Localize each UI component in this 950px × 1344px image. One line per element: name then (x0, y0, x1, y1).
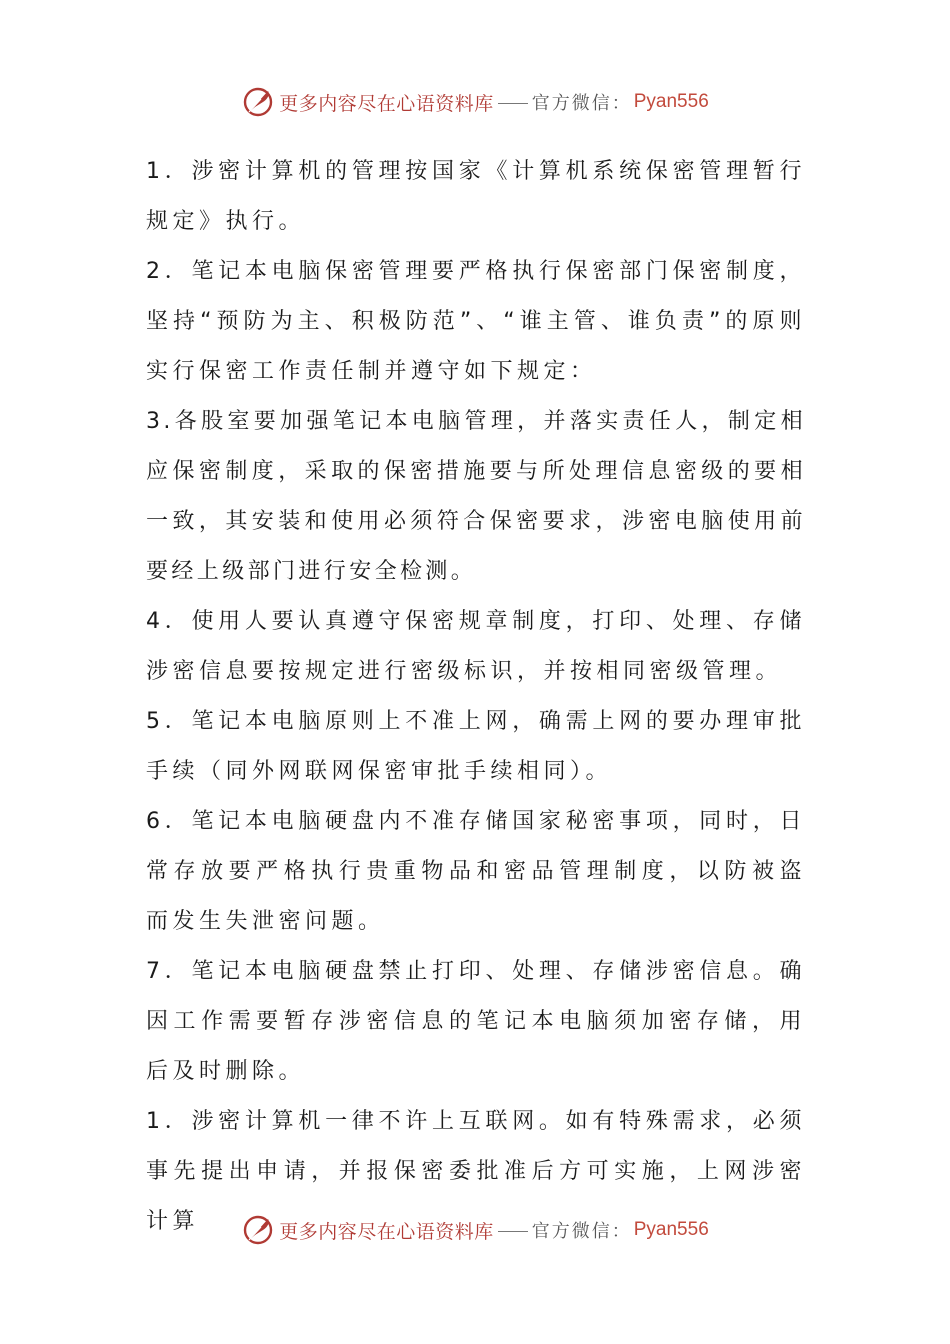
quill-logo-icon (241, 1213, 275, 1247)
paragraph: 2．笔记本电脑保密管理要严格执行保密部门保密制度，坚持“预防为主、积极防范”、“谁主管、谁负责”的原则实行保密工作责任制并遵守如下规定： (146, 259, 806, 384)
banner-title: 更多内容尽在心语资料库 (279, 1220, 494, 1243)
wechat-id: Pyan556 (633, 91, 709, 112)
banner-title: 更多内容尽在心语资料库 (279, 92, 494, 115)
paragraph: 6．笔记本电脑硬盘内不准存储国家秘密事项，同时，日常存放要严格执行贵重物品和密品管理制度，以防被盗而发生失泄密问题。 (146, 809, 806, 934)
wechat-label: 官方微信： (531, 93, 632, 114)
paragraph: 5．笔记本电脑原则上不准上网，确需上网的要办理审批手续（同外网联网保密审批手续相同）。 (146, 709, 806, 784)
paragraph: 3.各股室要加强笔记本电脑管理，并落实责任人，制定相应保密制度，采取的保密措施要与所处理信息密级的要相一致，其安装和使用必须符合保密要求，涉密电脑使用前要经上级部门进行安全检测。 (146, 409, 806, 584)
banner-dash (498, 103, 528, 104)
header-banner (0, 82, 950, 122)
paragraph: 7．笔记本电脑硬盘禁止打印、处理、存储涉密信息。确因工作需要暂存涉密信息的笔记本电脑须加密存储，用后及时删除。 (146, 959, 806, 1084)
document-body (146, 147, 806, 1247)
paragraph: 4．使用人要认真遵守保密规章制度，打印、处理、存储涉密信息要按规定进行密级标识，并按相同密级管理。 (146, 609, 806, 684)
wechat-label: 官方微信： (531, 1221, 632, 1242)
paragraph: 1．涉密计算机一律不许上互联网。如有特殊需求，必须事先提出申请，并报保密委批准后方可实施，上网涉密计算 (146, 1109, 806, 1234)
wechat-id: Pyan556 (633, 1219, 709, 1240)
footer-banner (0, 1210, 950, 1250)
paragraph: 1．涉密计算机的管理按国家《计算机系统保密管理暂行规定》执行。 (146, 159, 806, 234)
quill-logo-icon (241, 85, 275, 119)
banner-dash (498, 1231, 528, 1232)
